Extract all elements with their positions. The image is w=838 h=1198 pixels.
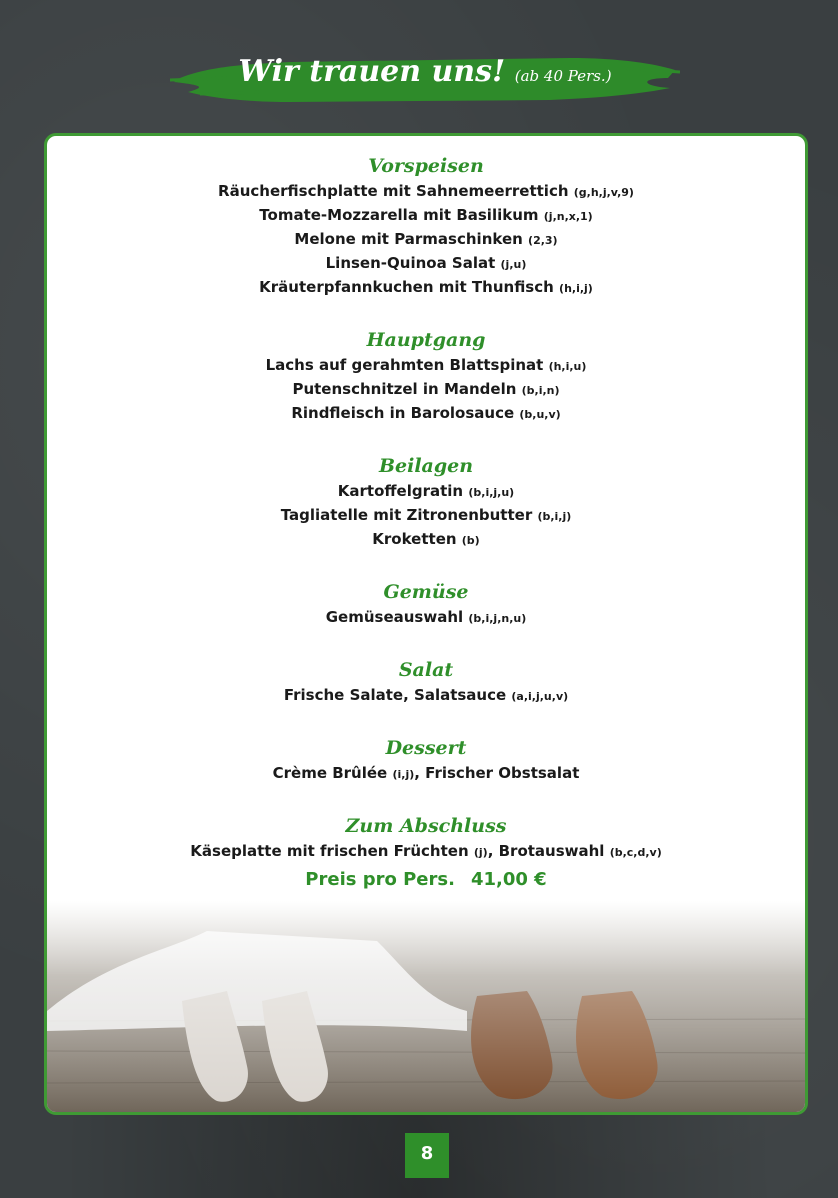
- section-vorspeisen: [47, 154, 805, 300]
- allergen-codes: (b,i,j): [537, 510, 572, 523]
- price-value: 41,00 €: [470, 869, 547, 890]
- allergen-codes: (j,u): [500, 258, 527, 271]
- menu-item: Frische Salate, Salatsauce (a,i,j,u,v): [283, 686, 569, 704]
- section-salat: [47, 658, 805, 708]
- section-title: Vorspeisen: [368, 155, 484, 177]
- menu-item: Kartoffelgratin (b,i,j,u): [337, 482, 515, 500]
- page-number: 8: [405, 1133, 449, 1178]
- allergen-codes: (b,i,j,u): [468, 486, 515, 499]
- section-title: Gemüse: [383, 581, 469, 603]
- allergen-codes: (b,c,d,v): [609, 846, 662, 859]
- allergen-codes: (h,i,u): [548, 360, 587, 373]
- allergen-codes: (g,h,j,v,9): [573, 186, 634, 199]
- menu-item: Gemüseauswahl (b,i,j,n,u): [325, 608, 527, 626]
- allergen-codes: (j,n,x,1): [543, 210, 593, 223]
- banner-subtitle: (ab 40 Pers.): [514, 67, 612, 85]
- allergen-codes: (b,i,j,n,u): [468, 612, 527, 625]
- menu-item: Kroketten (b): [372, 530, 480, 548]
- menu-item: Tomate-Mozzarella mit Basilikum (j,n,x,1): [259, 206, 593, 224]
- menu-item: Tagliatelle mit Zitronenbutter (b,i,j): [280, 506, 572, 524]
- section-title: Dessert: [385, 737, 467, 759]
- allergen-codes: (b,i,n): [521, 384, 560, 397]
- section-zum-abschluss: [47, 814, 805, 864]
- allergen-codes: (b,u,v): [519, 408, 561, 421]
- menu-item: Crème Brûlée (i,j), Frischer Obstsalat: [272, 764, 580, 782]
- wedding-shoes-photo: [47, 901, 805, 1115]
- menu-item: Linsen-Quinoa Salat (j,u): [325, 254, 527, 272]
- banner-main-title: Wir trauen uns!: [238, 54, 506, 89]
- menu-item: Kräuterpfannkuchen mit Thunfisch (h,i,j): [259, 278, 593, 296]
- menu-item: Räucherfischplatte mit Sahnemeerrettich (g,h,j,v,9): [218, 182, 634, 200]
- banner-title: [170, 54, 680, 89]
- title-banner: [170, 48, 680, 106]
- menu-item: Rindfleisch in Barolosauce (b,u,v): [291, 404, 561, 422]
- section-title: Beilagen: [378, 455, 474, 477]
- section-dessert: [47, 736, 805, 786]
- menu-list: [47, 154, 805, 892]
- menu-item: Lachs auf gerahmten Blattspinat (h,i,u): [265, 356, 587, 374]
- section-gemuese: [47, 580, 805, 630]
- section-title: Zum Abschluss: [345, 815, 507, 837]
- section-beilagen: [47, 454, 805, 552]
- section-title: Hauptgang: [366, 329, 486, 351]
- allergen-codes: (h,i,j): [559, 282, 593, 295]
- allergen-codes: (a,i,j,u,v): [511, 690, 569, 703]
- menu-item: Käseplatte mit frischen Früchten (j), Brotauswahl (b,c,d,v): [190, 842, 662, 860]
- price-label: Preis pro Pers.: [305, 869, 455, 890]
- allergen-codes: (j): [473, 846, 488, 859]
- allergen-codes: (2,3): [528, 234, 558, 247]
- allergen-codes: (b): [461, 534, 480, 547]
- section-title: Salat: [398, 659, 454, 681]
- menu-card: [44, 133, 808, 1115]
- menu-item: Melone mit Parmaschinken (2,3): [294, 230, 558, 248]
- section-hauptgang: [47, 328, 805, 426]
- menu-item: Putenschnitzel in Mandeln (b,i,n): [292, 380, 560, 398]
- allergen-codes: (i,j): [392, 768, 415, 781]
- price-line: [47, 869, 805, 890]
